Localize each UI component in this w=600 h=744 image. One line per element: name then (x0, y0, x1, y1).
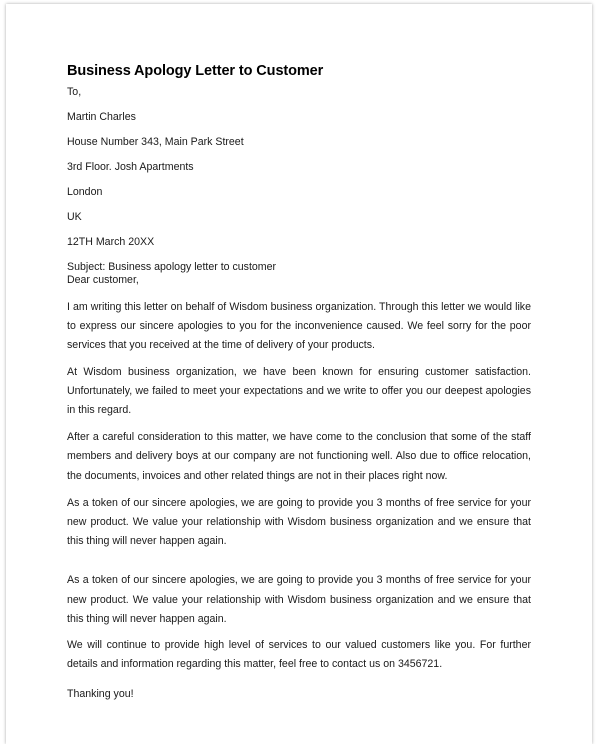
address-line-1: House Number 343, Main Park Street (67, 136, 244, 148)
paragraph-2: At Wisdom business organization, we have been known for ensuring customer satisfaction. Unfortunately, we failed to meet your expectations and we write to offer you our deepest apologies in this regard. (67, 365, 531, 417)
address-country: UK (67, 211, 82, 223)
letter-title: Business Apology Letter to Customer (67, 63, 324, 79)
letter-body (67, 62, 531, 711)
paragraph-4: As a token of our sincere apologies, we are going to provide you 3 months of free service for your new product. We value your relationship with Wisdom business organization and we ensure that this thing will never happen again. (67, 496, 531, 548)
to-line: To, (67, 86, 82, 98)
address-line-2: 3rd Floor. Josh Apartments (67, 161, 194, 173)
letter-subject: Subject: Business apology letter to customer (67, 261, 277, 273)
address-city: London (67, 186, 103, 198)
paragraph-5: As a token of our sincere apologies, we are going to provide you 3 months of free service for your new product. We value your relationship with Wisdom business organization and we ensure that this thing will never happen again. (67, 574, 531, 625)
salutation: Dear customer, (67, 274, 139, 286)
recipient-name: Martin Charles (67, 111, 136, 123)
document-page (6, 4, 592, 744)
closing-line: Thanking you! (67, 688, 134, 701)
paragraph-6: We will continue to provide high level of services to our valued customers like you. For further details and information regarding this matter, feel free to contact us on 3456721. (67, 639, 531, 671)
paragraph-1: I am writing this letter on behalf of Wisdom business organization. Through this letter we would like to express our sincere apologies to you for the inconvenience caused. We feel sorry for the poor services that you received at the time of delivery of your products. (67, 301, 531, 352)
paragraph-3: After a careful consideration to this matter, we have come to the conclusion that some of the staff members and delivery boys at our company are not functioning well. Also due to office relocation, the documents, invoices and other related things are not in their places right now. (67, 431, 531, 482)
letter-date: 12TH March 20XX (67, 236, 155, 248)
